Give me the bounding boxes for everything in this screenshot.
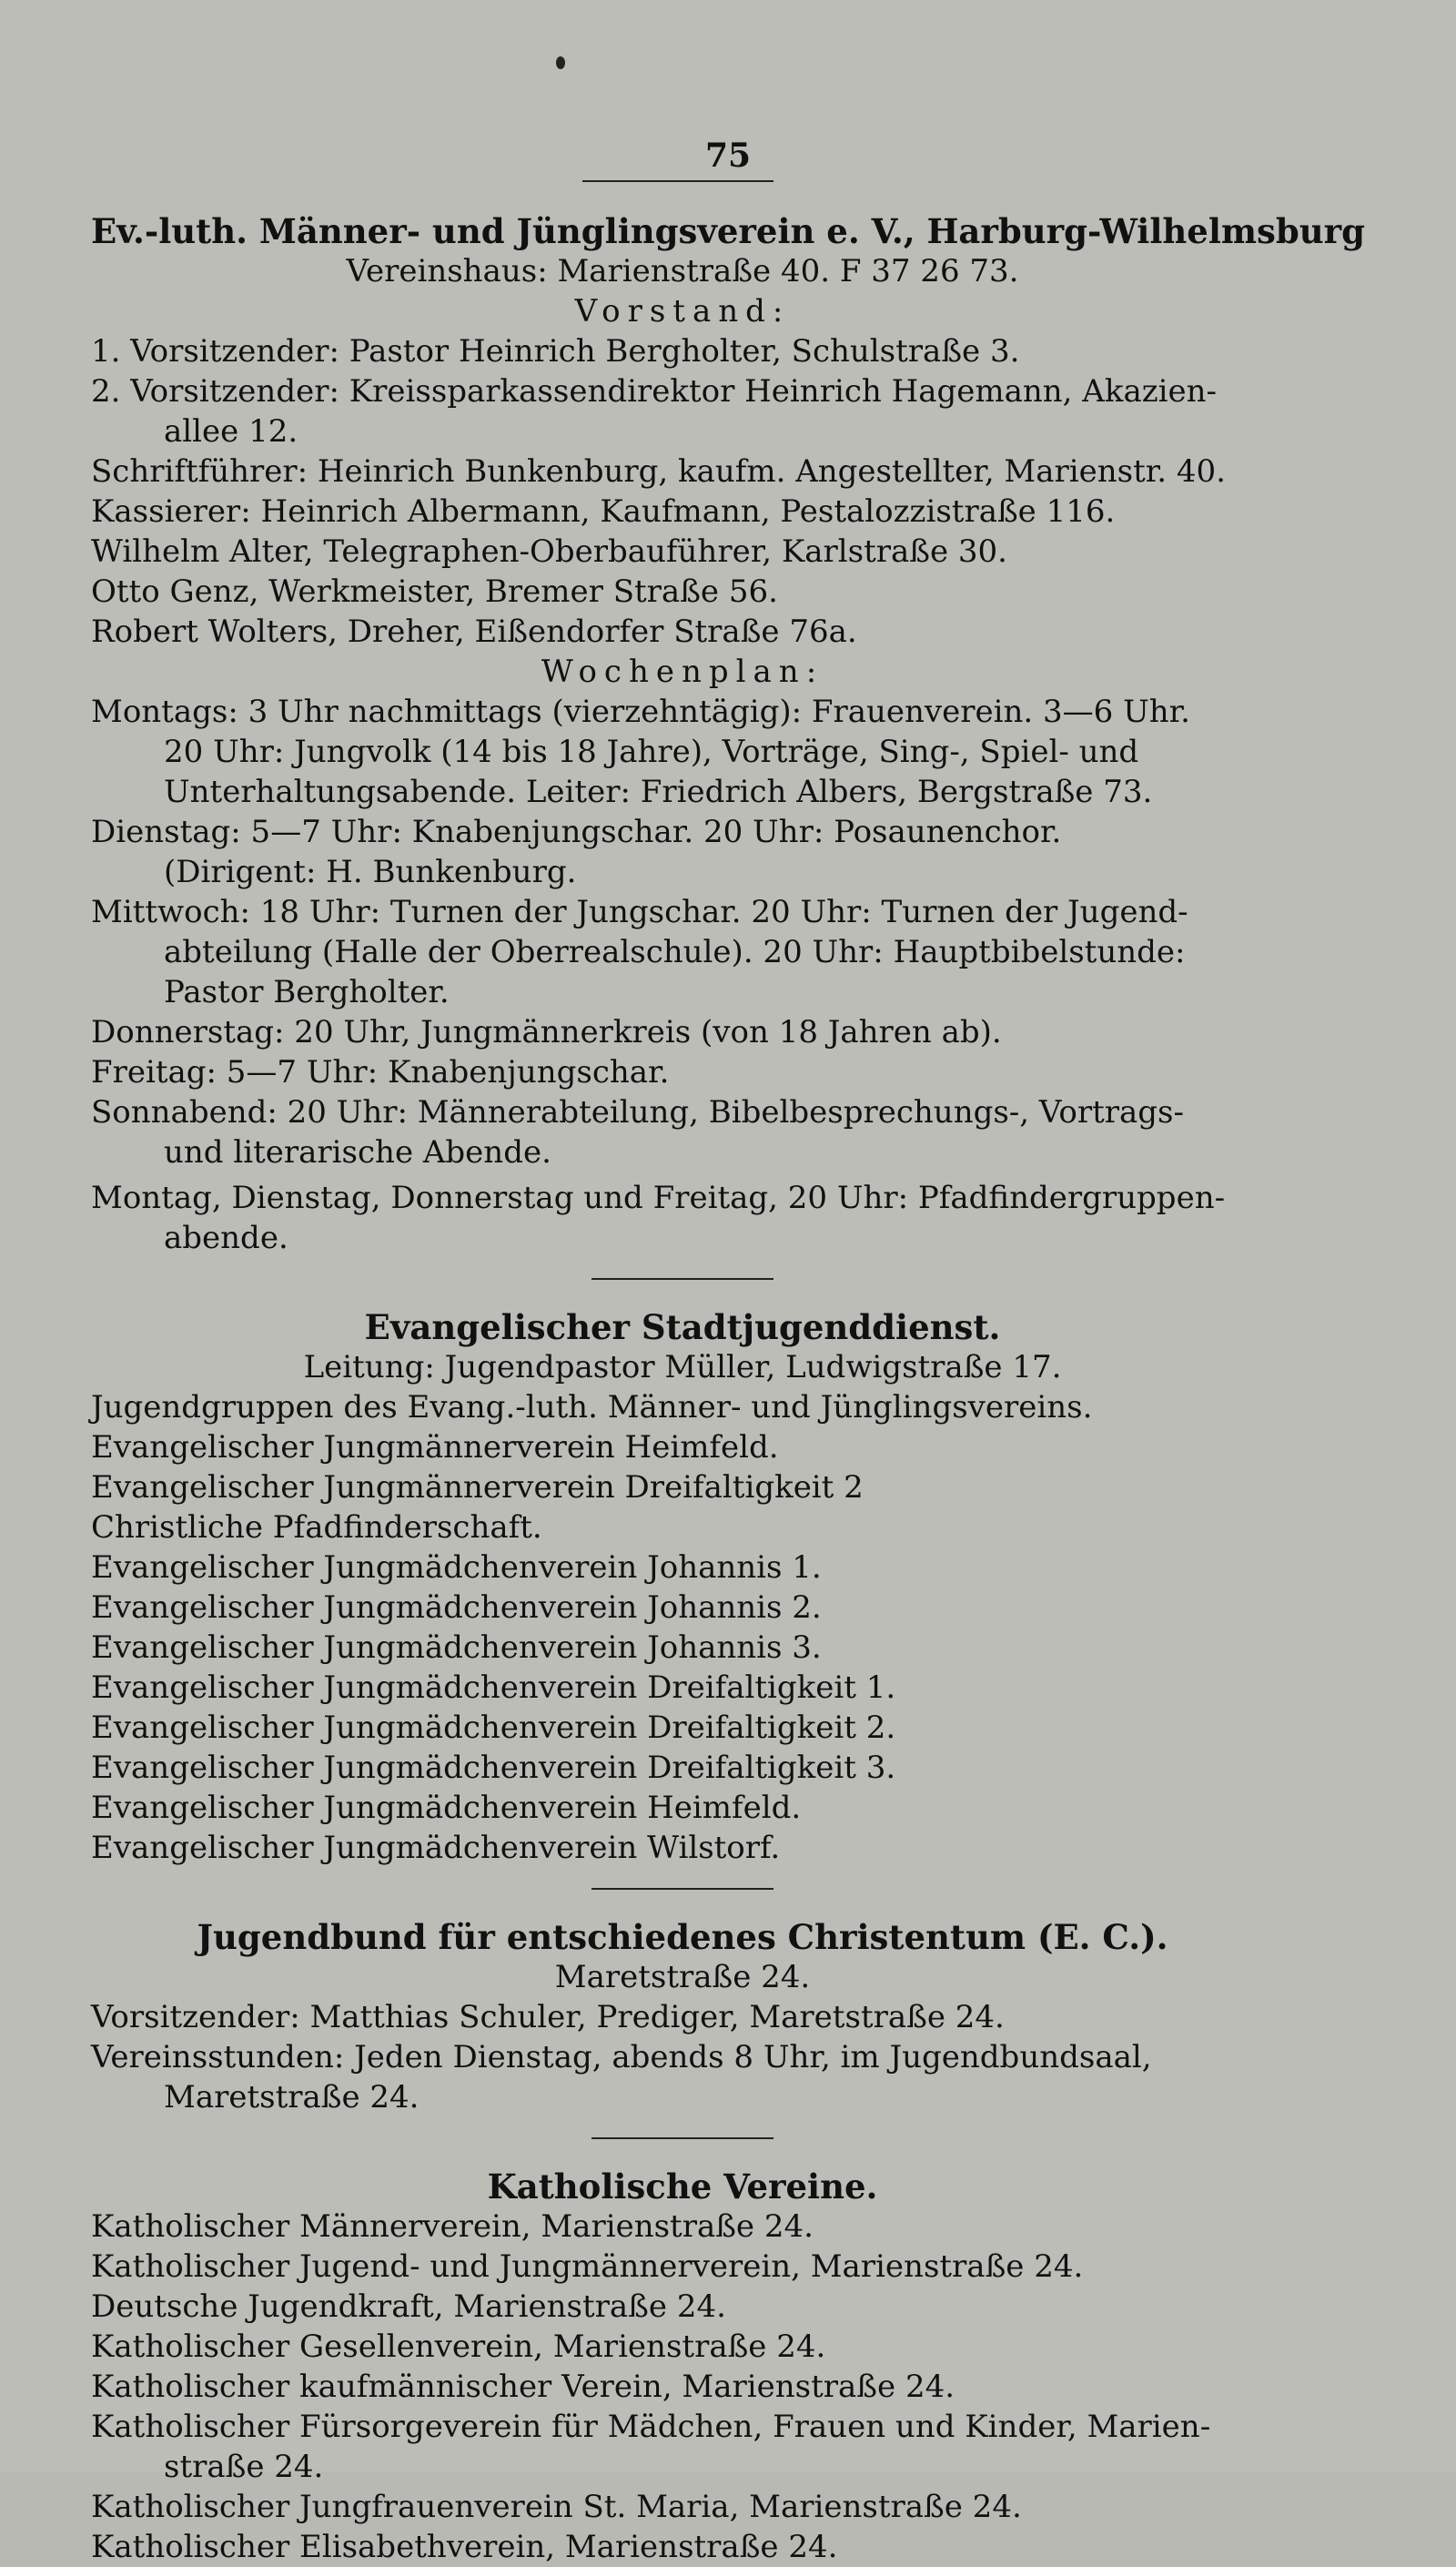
group-list-item: Evangelischer Jungmädchenverein Dreifaltigkeit 2. [91,1710,896,1746]
group-list-item: Evangelischer Jungmännerverein Dreifaltigkeit 2 [91,1469,864,1506]
vorstand-line: 2. Vorsitzender: Kreissparkassendirektor Heinrich Hagemann, Akazien- [91,373,1218,410]
group-list-item: Evangelischer Jungmädchenverein Dreifaltigkeit 3. [91,1750,896,1786]
page-content [91,211,1366,2567]
wochenplan-line: Montags: 3 Uhr nachmittags (vierzehntägig): Frauenverein. 3—6 Uhr. [91,694,1190,730]
vorstand-line: Kassierer: Heinrich Albermann, Kaufmann, Pestalozzistraße 116. [91,493,1116,530]
section-separator [592,1888,774,1890]
vorstand-line: Schriftführer: Heinrich Bunkenburg, kaufm. Angestellter, Marienstr. 40. [91,453,1226,490]
vereinshaus-line: Vereinshaus: Marienstraße 40. F 37 26 73. [346,253,1019,289]
section-title-katholische-vereine: Katholische Vereine. [487,2166,878,2207]
wochenplan-line-continued: (Dirigent: H. Bunkenburg. [164,854,577,890]
jugendbund-address: Maretstraße 24. [554,1959,811,1995]
jugendbund-line-continued: Maretstraße 24. [164,2079,420,2115]
vorstand-line: Otto Genz, Werkmeister, Bremer Straße 56. [91,573,778,610]
wochenplan-line-continued: Pastor Bergholter. [164,974,450,1010]
wochenplan-line: Freitag: 5—7 Uhr: Knabenjungschar. [91,1054,670,1091]
group-list-item: Christliche Pfadfinderschaft. [91,1509,542,1546]
katholisch-line: Katholischer kaufmännischer Verein, Marienstraße 24. [91,2369,956,2405]
katholisch-line: Katholischer Jungfrauenverein St. Maria, Marienstraße 24. [91,2489,1022,2525]
katholisch-line: Katholischer Männerverein, Marienstraße 24. [91,2208,814,2245]
katholisch-line: Katholischer Jugend- und Jungmännerverein, Marienstraße 24. [91,2248,1084,2285]
wochenplan-heading: Wochenplan: [541,654,824,690]
jugendbund-line: Vereinsstunden: Jeden Dienstag, abends 8 Uhr, im Jugendbundsaal, [91,2039,1152,2075]
group-list-item: Evangelischer Jungmädchenverein Johannis 2. [91,1589,822,1626]
group-list-item: Evangelischer Jungmädchenverein Johannis 3. [91,1629,822,1666]
wochenplan-line: Montag, Dienstag, Donnerstag und Freitag, 20 Uhr: Pfadfindergruppen- [91,1180,1226,1216]
wochenplan-line-continued: Unterhaltungsabende. Leiter: Friedrich Albers, Bergstraße 73. [164,774,1153,810]
wochenplan-line: Sonnabend: 20 Uhr: Männerabteilung, Bibelbesprechungs-, Vortrags- [91,1094,1184,1131]
katholisch-line-continued: straße 24. [164,2449,324,2485]
section-title-stadtjugenddienst: Evangelischer Stadtjugenddienst. [364,1307,1001,1347]
wochenplan-line-continued: abteilung (Halle der Oberrealschule). 20 Uhr: Hauptbibelstunde: [164,934,1186,970]
section-separator [592,2137,774,2139]
section-title-jugendbund: Jugendbund für entschiedenes Christentum (E. C.). [197,1917,1168,1957]
wochenplan-line: Dienstag: 5—7 Uhr: Knabenjungschar. 20 Uhr: Posaunenchor. [91,814,1062,850]
katholisch-line: Katholischer Gesellenverein, Marienstraße 24. [91,2329,826,2365]
wochenplan-line-continued: 20 Uhr: Jungvolk (14 bis 18 Jahre), Vorträge, Sing-, Spiel- und [164,734,1139,770]
page-number-rule [582,180,774,182]
katholisch-line: Deutsche Jugendkraft, Marienstraße 24. [91,2288,726,2325]
group-list-item: Evangelischer Jungmädchenverein Johannis 1. [91,1549,822,1586]
wochenplan-line-continued: abende. [164,1220,288,1256]
leitung-line: Leitung: Jugendpastor Müller, Ludwigstraße 17. [303,1349,1062,1385]
pin-hole-mark [556,56,565,69]
vorstand-line-continued: allee 12. [164,413,298,450]
section-title-maennerverein: Ev.-luth. Männer- und Jünglingsverein e. V., Harburg-Wilhelmsburg [91,211,1366,251]
jugendbund-line: Vorsitzender: Matthias Schuler, Prediger, Maretstraße 24. [91,1999,1005,2035]
wochenplan-line: Donnerstag: 20 Uhr, Jungmännerkreis (von 18 Jahren ab). [91,1014,1002,1050]
group-list-item: Evangelischer Jungmädchenverein Wilstorf. [91,1830,781,1866]
group-list-item: Jugendgruppen des Evang.-luth. Männer- und Jünglingsvereins. [91,1389,1093,1426]
wochenplan-line: Mittwoch: 18 Uhr: Turnen der Jungschar. 20 Uhr: Turnen der Jugend- [91,894,1188,930]
vorstand-line: Wilhelm Alter, Telegraphen-Oberbauführer, Karlstraße 30. [91,533,1007,570]
katholisch-line: Katholischer Elisabethverein, Marienstraße 24. [91,2529,838,2565]
group-list-item: Evangelischer Jungmädchenverein Heimfeld. [91,1790,802,1826]
vorstand-line: Robert Wolters, Dreher, Eißendorfer Straße 76a. [91,614,857,650]
page-number: 75 [704,137,752,175]
group-list-item: Evangelischer Jungmädchenverein Dreifaltigkeit 1. [91,1669,896,1706]
section-separator [592,1278,774,1280]
group-list-item: Evangelischer Jungmännerverein Heimfeld. [91,1429,779,1466]
katholisch-line: Katholischer Fürsorgeverein für Mädchen, Frauen und Kinder, Marien- [91,2409,1211,2445]
vorstand-heading: Vorstand: [574,293,791,330]
vorstand-line: 1. Vorsitzender: Pastor Heinrich Bergholter, Schulstraße 3. [91,333,1020,370]
wochenplan-line-continued: und literarische Abende. [164,1134,551,1171]
